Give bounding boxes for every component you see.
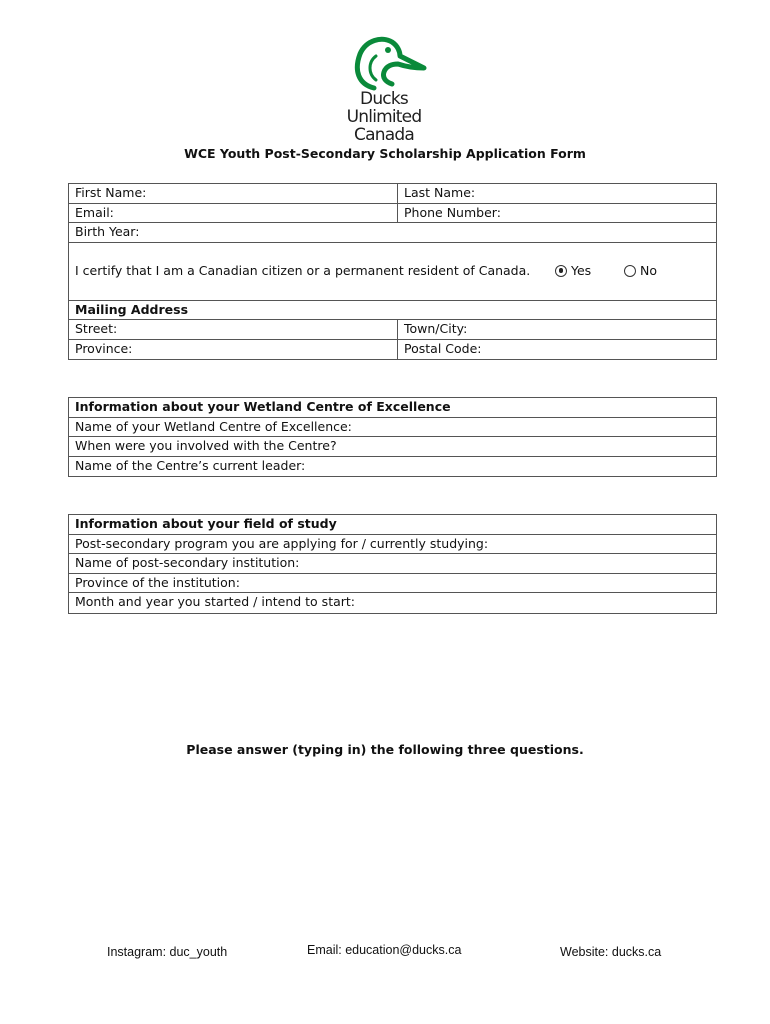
footer-website: Website: ducks.ca bbox=[560, 945, 662, 959]
table-row bbox=[69, 340, 716, 360]
table-row bbox=[69, 184, 716, 204]
wetland-centre-table bbox=[68, 397, 717, 477]
radio-unchecked-icon bbox=[624, 265, 636, 277]
table-row bbox=[69, 593, 716, 613]
mailing-address-heading: Mailing Address bbox=[75, 301, 189, 317]
centre-leader-field[interactable]: Name of the Centre’s current leader: bbox=[75, 457, 306, 473]
institution-field[interactable]: Name of post-secondary institution: bbox=[75, 555, 300, 570]
table-row bbox=[69, 398, 716, 418]
table-row bbox=[69, 223, 716, 243]
phone-field[interactable]: Phone Number: bbox=[404, 204, 501, 220]
footer-email: Email: education@ducks.ca bbox=[307, 943, 462, 957]
program-field[interactable]: Post-secondary program you are applying for / currently studying: bbox=[75, 535, 489, 551]
town-field[interactable]: Town/City: bbox=[404, 321, 468, 336]
citizenship-row bbox=[69, 243, 716, 301]
yes-radio[interactable] bbox=[555, 262, 591, 280]
footer-instagram: Instagram: duc_youth bbox=[107, 945, 228, 959]
wetland-heading: Information about your Wetland Centre of Excellence bbox=[75, 399, 451, 414]
street-field[interactable]: Street: bbox=[69, 320, 398, 339]
ducks-unlimited-logo bbox=[326, 34, 442, 145]
no-label: No bbox=[640, 262, 657, 278]
table-row bbox=[69, 457, 716, 477]
table-row bbox=[69, 301, 716, 321]
email-field[interactable]: Email: bbox=[69, 204, 398, 223]
table-row bbox=[69, 437, 716, 457]
table-row bbox=[69, 535, 716, 555]
yes-label: Yes bbox=[571, 262, 592, 278]
radio-checked-icon bbox=[555, 265, 567, 277]
field-of-study-table bbox=[68, 514, 717, 614]
postal-code-field[interactable]: Postal Code: bbox=[404, 340, 482, 356]
logo-line-2: Canada bbox=[354, 125, 414, 145]
personal-info-table bbox=[68, 183, 717, 360]
no-radio[interactable] bbox=[624, 262, 657, 280]
table-row bbox=[69, 418, 716, 438]
birth-year-field[interactable]: Birth Year: bbox=[75, 224, 140, 239]
study-heading: Information about your field of study bbox=[75, 516, 337, 531]
table-row bbox=[69, 554, 716, 574]
start-date-field[interactable]: Month and year you started / intend to start: bbox=[75, 594, 356, 609]
table-row bbox=[69, 574, 716, 594]
first-name-field[interactable]: First Name: bbox=[69, 184, 398, 203]
wetland-centre-name-field[interactable]: Name of your Wetland Centre of Excellence: bbox=[75, 418, 352, 434]
duck-head-icon bbox=[348, 34, 428, 92]
table-row bbox=[69, 320, 716, 340]
certify-text: I certify that I am a Canadian citizen or a permanent resident of Canada. bbox=[75, 262, 531, 278]
involvement-dates-field[interactable]: When were you involved with the Centre? bbox=[75, 438, 337, 453]
institution-province-field[interactable]: Province of the institution: bbox=[75, 574, 240, 590]
province-field[interactable]: Province: bbox=[69, 340, 398, 360]
last-name-field[interactable]: Last Name: bbox=[404, 185, 476, 200]
logo-line-1: Ducks Unlimited bbox=[346, 89, 422, 127]
table-row bbox=[69, 515, 716, 535]
table-row bbox=[69, 204, 716, 224]
form-title: WCE Youth Post-Secondary Scholarship Application Form bbox=[184, 146, 586, 161]
questions-heading: Please answer (typing in) the following three questions. bbox=[186, 742, 584, 757]
